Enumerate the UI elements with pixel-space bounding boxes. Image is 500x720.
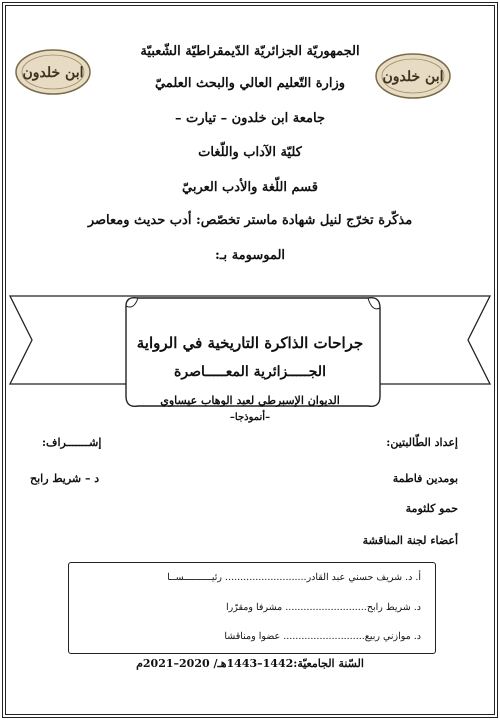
logo-text: ابن خلدون xyxy=(382,69,444,85)
student-name: بومدين فاطمة xyxy=(392,472,458,485)
thesis-title-line2: الجـــــزائرية المعـــــاصرة xyxy=(174,364,326,380)
university-line: جامعة ابن خلدون – تيارت – xyxy=(175,111,325,126)
degree-line: مذكّرة تخرّج لنيل شهادة ماستر تخصّص: أدب حديث ومعاصر xyxy=(87,213,413,228)
thesis-title-line4: –أنموذجا– xyxy=(229,412,271,423)
member-name: د. شريط رابح xyxy=(366,602,421,613)
department-line: قسم اللّغة والأدب العربيّ xyxy=(182,180,318,195)
students-label: إعداد الطّالبتين: xyxy=(386,436,458,449)
committee-member xyxy=(226,602,421,613)
thesis-title-line3: الديوان الإسبرطي لعبد الوهاب عيساوي xyxy=(160,394,340,407)
member-dots: ........................... xyxy=(283,631,365,642)
committee-member xyxy=(167,572,421,583)
supervisor-name: د – شريط رابح xyxy=(30,472,100,485)
republic-line: الجمهوريّة الجزائريّة الدّيمقراطيّة الشّعبيّة xyxy=(140,44,360,59)
member-role: عضوا ومناقشا xyxy=(224,631,281,642)
thesis-title-line1: جراحات الذاكرة التاريخية في الرواية xyxy=(136,334,364,352)
title-ribbon xyxy=(0,288,500,428)
academic-year: السّنة الجامعيّة:1442–1443هـ/ 2020–2021م xyxy=(136,657,364,670)
supervision-label: إشـــــــراف: xyxy=(42,436,102,449)
member-name: أ. د. شريف حسني عبد القادر xyxy=(306,572,421,583)
titled-line: الموسومة بـ: xyxy=(214,248,286,263)
student-name: حمو كلثومة xyxy=(405,502,458,515)
ministry-line: وزارة التّعليم العالي والبحث العلميّ xyxy=(154,76,346,91)
logo-text: ابن خلدون xyxy=(22,65,84,81)
faculty-line: كليّة الآداب واللّغات xyxy=(198,145,302,160)
committee-box xyxy=(68,562,436,654)
committee-label: أعضاء لجنة المناقشة xyxy=(362,534,458,547)
member-name: د. موازني ربيع xyxy=(364,631,421,642)
member-dots: ........................... xyxy=(225,572,307,583)
member-role: مشرفا ومقرّرا xyxy=(226,602,283,613)
member-role: رئيــــــــــســا xyxy=(167,572,223,583)
member-dots: ........................... xyxy=(285,602,367,613)
committee-member xyxy=(224,631,421,642)
